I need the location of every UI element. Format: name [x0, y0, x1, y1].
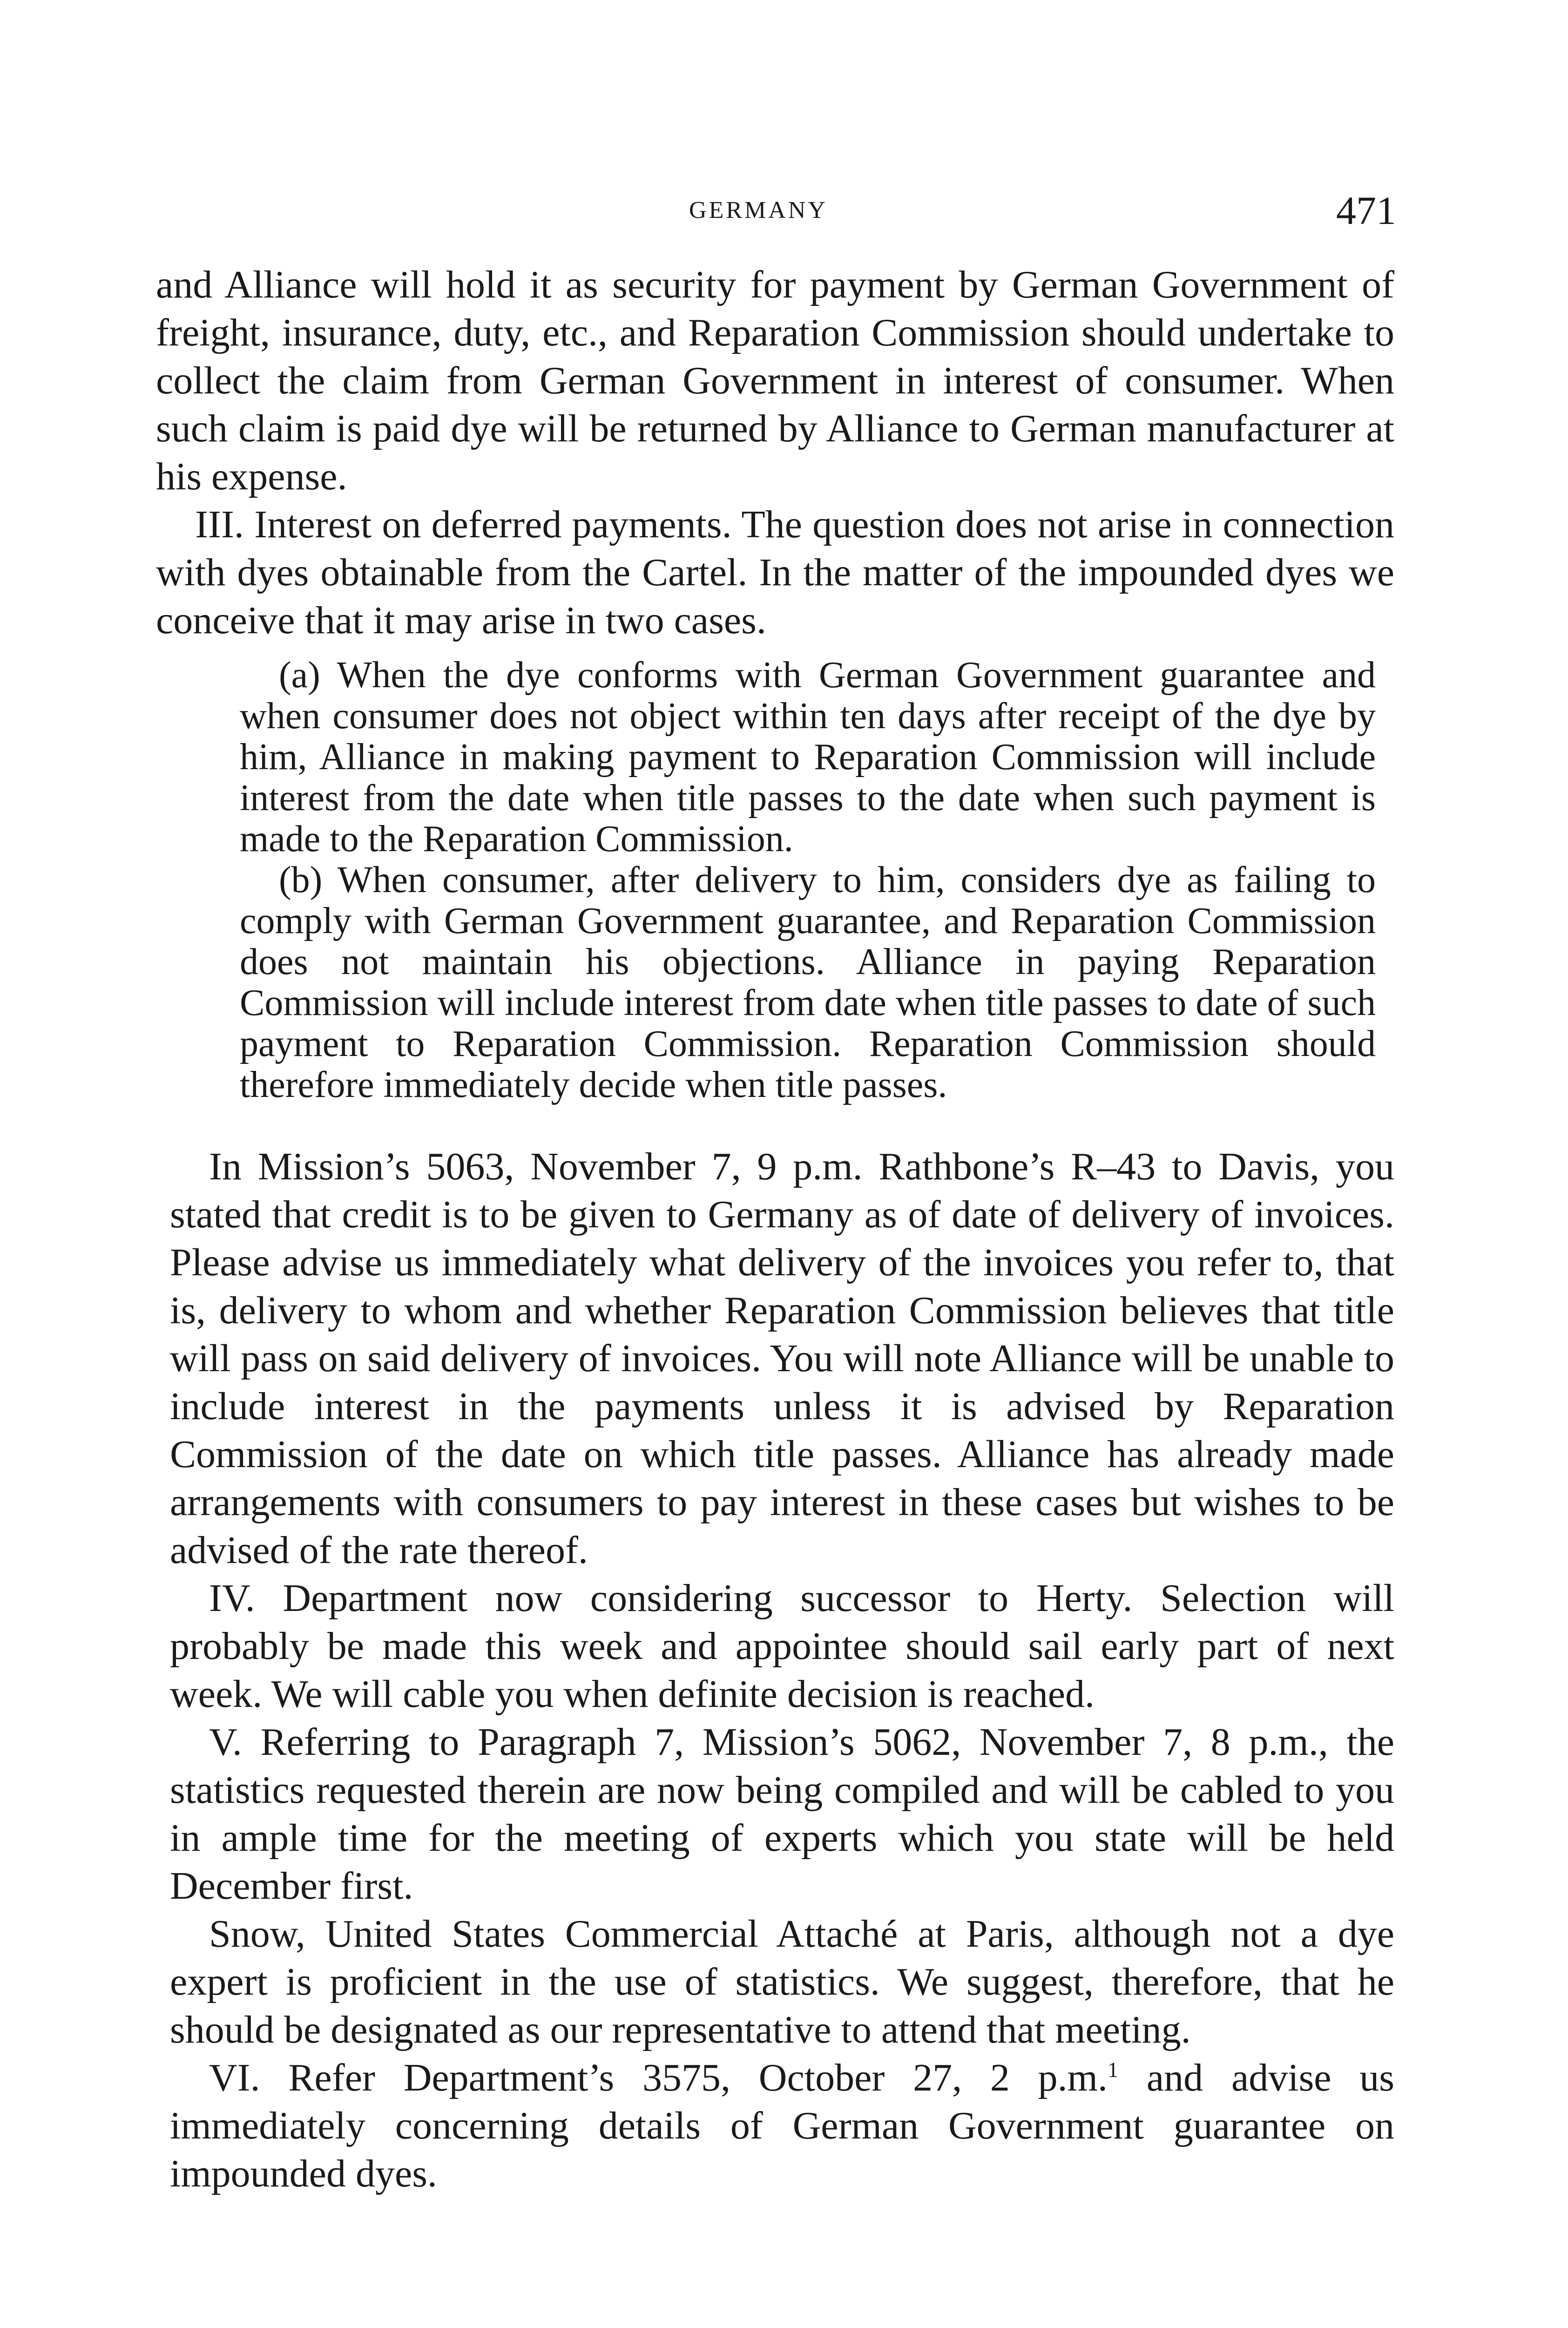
paragraph-section-v: V. Referring to Paragraph 7, Mission’s 5062, November 7, 8 p.m., the statistics requested therein are now being compiled and will be cabled to you in ample time for the meeting of experts which you state will be held December first.: [170, 1720, 1394, 1908]
running-title: GERMANY: [689, 197, 828, 223]
paragraph-section-iv: IV. Department now considering successor to Herty. Selection will probably be made this week and appointee should sail early part of next week. We will cable you when definite decision is reached.: [170, 1577, 1394, 1716]
paragraph-snow: Snow, United States Commercial Attaché at Paris, although not a dye expert is proficient in the use of statistics. We suggest, therefore, that he should be designated as our representative to attend that meeting.: [170, 1912, 1394, 2051]
page-number: 471: [1336, 188, 1396, 233]
quoted-case-a: (a) When the dye conforms with German Government guarantee and when consumer does not object within ten days after receipt of the dye by him, Alliance in making payment to Reparation Commission will include interest from the date when title passes to the date when such payment is made to the Reparation Commission.: [240, 655, 1376, 859]
section-vi-text: VI. Refer Department’s 3575, October 27, 2 p.m.: [209, 2056, 1108, 2099]
footnote-reference: 1: [1108, 2058, 1119, 2082]
paragraph-section-iii: III. Interest on deferred payments. The question does not arise in connection with dyes obtainable from the Cartel. In the matter of the impounded dyes we conceive that it may arise in two cases.: [156, 503, 1394, 642]
running-head: [0, 188, 1568, 233]
paragraph-mission-5063: In Mission’s 5063, November 7, 9 p.m. Rathbone’s R–43 to Davis, you stated that credit is to be given to Germany as of date of delivery of invoices. Please advise us immediately what delivery of the invoices you refer to, that is, delivery to whom and whether Reparation Commission believes that title will pass on said delivery of invoices. You will note Alliance will be unable to include interest in the payments unless it is advised by Reparation Commission of the date on which title passes. Alliance has already made arrangements with consumers to pay interest in these cases but wishes to be advised of the rate thereof.: [170, 1145, 1394, 1572]
paragraph-section-vi: [170, 2054, 1394, 2198]
body-text: [156, 261, 1394, 2198]
paragraph-continuation: and Alliance will hold it as security for payment by German Government of freight, insurance, duty, etc., and Reparation Commission should undertake to collect the claim from German Government in interest of consumer. When such claim is paid dye will be returned by Alliance to German manufacturer at his expense.: [156, 263, 1394, 498]
section-vi-text-end: and advise us immediately concerning details of German Government guarantee on impounded dyes.: [170, 2056, 1395, 2195]
quoted-case-b: (b) When consumer, after delivery to him, considers dye as failing to comply with German Government guarantee, and Reparation Commission does not maintain his objections. Alliance in paying Reparation Commission will include interest from date when title passes to date of such payment to Reparation Commission. Reparation Commission should therefore immediately decide when title passes.: [240, 859, 1376, 1105]
